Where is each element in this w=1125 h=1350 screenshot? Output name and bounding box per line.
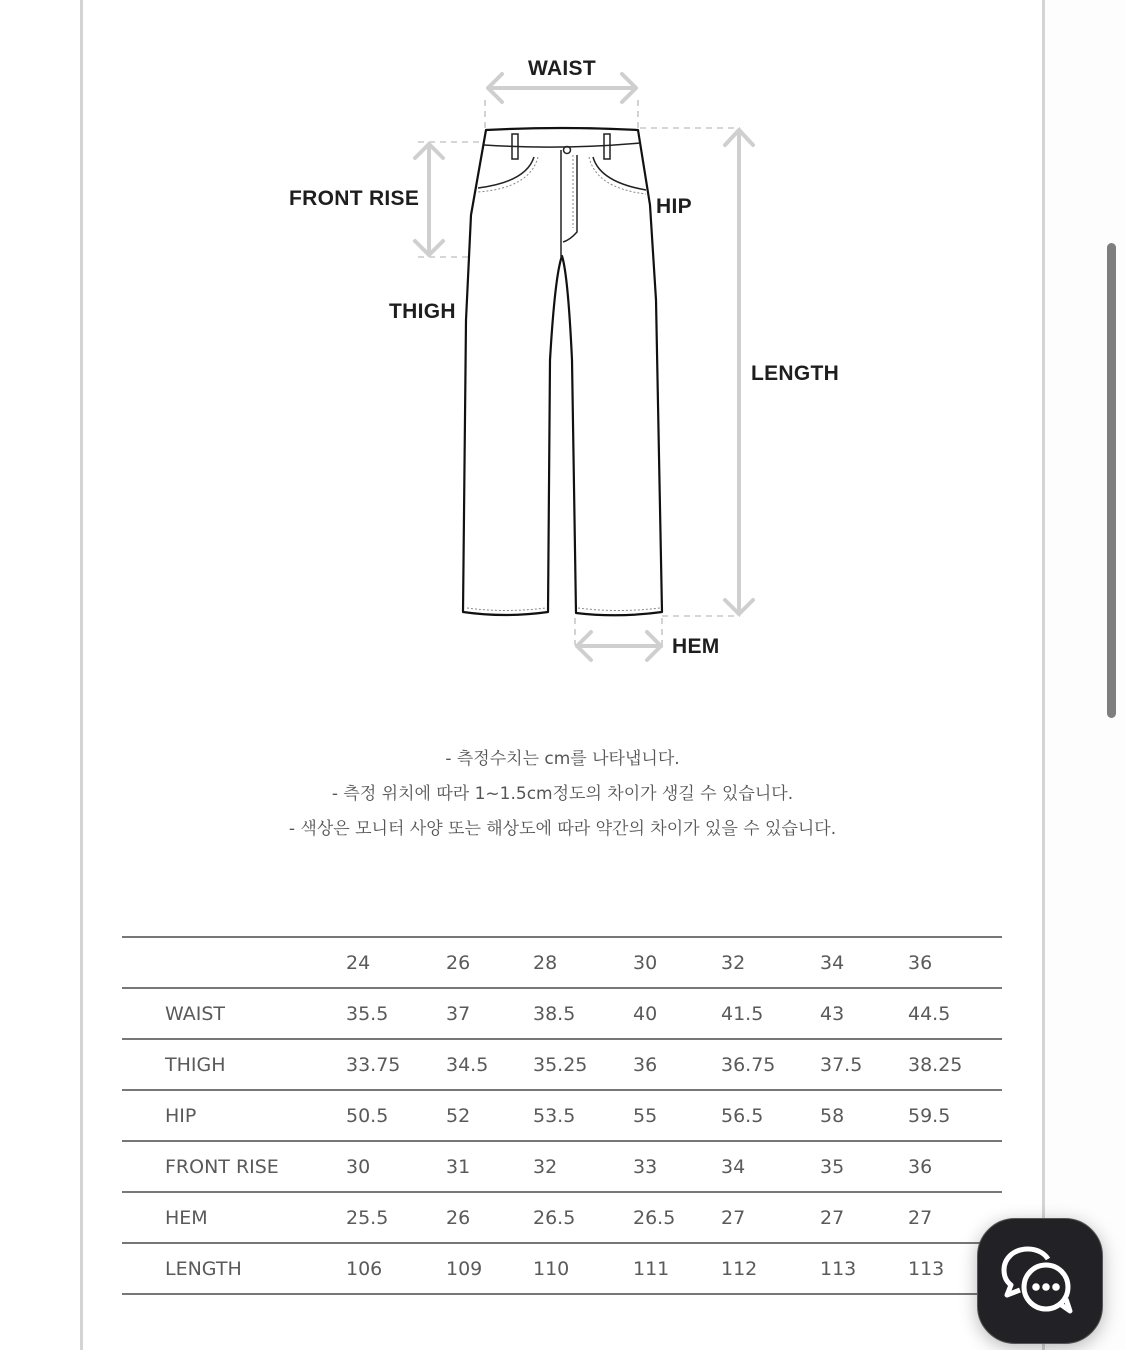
size-header-28: 28 [533, 951, 558, 974]
table-cell: 33 [633, 1155, 658, 1178]
table-cell: 50.5 [346, 1104, 389, 1127]
size-header-36: 36 [908, 951, 933, 974]
table-row-length [122, 1243, 1002, 1294]
table-cell: 113 [908, 1257, 945, 1280]
table-cell: 111 [633, 1257, 670, 1280]
table-cell: 44.5 [908, 1002, 951, 1025]
table-cell: 36 [633, 1053, 658, 1076]
table-cell: 26.5 [633, 1206, 676, 1229]
table-cell: 34 [721, 1155, 746, 1178]
table-cell: 112 [721, 1257, 758, 1280]
table-row-front-rise [122, 1141, 1002, 1192]
size-header-34: 34 [820, 951, 845, 974]
note-line: - 측정 위치에 따라 1~1.5cm정도의 차이가 생길 수 있습니다. [331, 784, 794, 804]
table-cell: 35 [820, 1155, 845, 1178]
table-cell: 35.25 [533, 1053, 588, 1076]
size-chart-table [122, 936, 1002, 1295]
size-header-26: 26 [446, 951, 471, 974]
table-cell: 26 [446, 1206, 471, 1229]
table-row-thigh [122, 1039, 1002, 1090]
table-cell: 40 [633, 1002, 658, 1025]
label-length: LENGTH [751, 362, 840, 385]
note-line: - 측정수치는 cm를 나타냅니다. [445, 749, 680, 769]
table-cell: 106 [346, 1257, 383, 1280]
label-hip: HIP [656, 195, 692, 218]
table-cell: 33.75 [346, 1053, 401, 1076]
row-label: WAIST [165, 1002, 226, 1025]
table-cell: 56.5 [721, 1104, 764, 1127]
size-header-32: 32 [721, 951, 746, 974]
table-cell: 34.5 [446, 1053, 489, 1076]
table-cell: 32 [533, 1155, 558, 1178]
measurement-notes [0, 742, 1125, 847]
chat-bubbles-icon [998, 1243, 1082, 1319]
table-cell: 55 [633, 1104, 658, 1127]
table-cell: 27 [721, 1206, 746, 1229]
table-cell: 109 [446, 1257, 483, 1280]
table-cell: 30 [346, 1155, 371, 1178]
table-header-cell [122, 937, 346, 988]
table-cell: 36 [908, 1155, 933, 1178]
table-cell: 113 [820, 1257, 857, 1280]
row-label: LENGTH [165, 1257, 242, 1280]
table-row-waist [122, 988, 1002, 1039]
table-cell: 31 [446, 1155, 471, 1178]
table-cell: 59.5 [908, 1104, 951, 1127]
table-cell: 36.75 [721, 1053, 776, 1076]
table-cell: 26.5 [533, 1206, 576, 1229]
row-label: HEM [165, 1206, 208, 1229]
table-row-hip [122, 1090, 1002, 1141]
table-cell: 110 [533, 1257, 570, 1280]
label-waist: WAIST [528, 57, 596, 80]
table-cell: 38.5 [533, 1002, 576, 1025]
table-cell: 37 [446, 1002, 471, 1025]
table-cell: 53.5 [533, 1104, 576, 1127]
table-cell: 27 [908, 1206, 933, 1229]
row-label: FRONT RISE [165, 1155, 279, 1178]
table-cell: 58 [820, 1104, 845, 1127]
table-cell: 38.25 [908, 1053, 963, 1076]
size-header-24: 24 [346, 951, 371, 974]
table-header-row [122, 937, 1002, 988]
label-thigh: THIGH [389, 300, 456, 323]
label-hem: HEM [672, 635, 720, 658]
table-cell: 25.5 [346, 1206, 389, 1229]
table-cell: 41.5 [721, 1002, 764, 1025]
chat-button[interactable] [977, 1218, 1103, 1344]
label-front-rise: FRONT RISE [289, 187, 420, 210]
row-label: THIGH [165, 1053, 226, 1076]
table-row-hem [122, 1192, 1002, 1243]
size-header-30: 30 [633, 951, 658, 974]
row-label: HIP [165, 1104, 197, 1127]
note-line: - 색상은 모니터 사양 또는 해상도에 따라 약간의 차이가 있을 수 있습니다. [288, 819, 837, 839]
table-cell: 35.5 [346, 1002, 389, 1025]
table-cell: 37.5 [820, 1053, 863, 1076]
table-cell: 43 [820, 1002, 845, 1025]
table-cell: 52 [446, 1104, 471, 1127]
table-cell: 27 [820, 1206, 845, 1229]
